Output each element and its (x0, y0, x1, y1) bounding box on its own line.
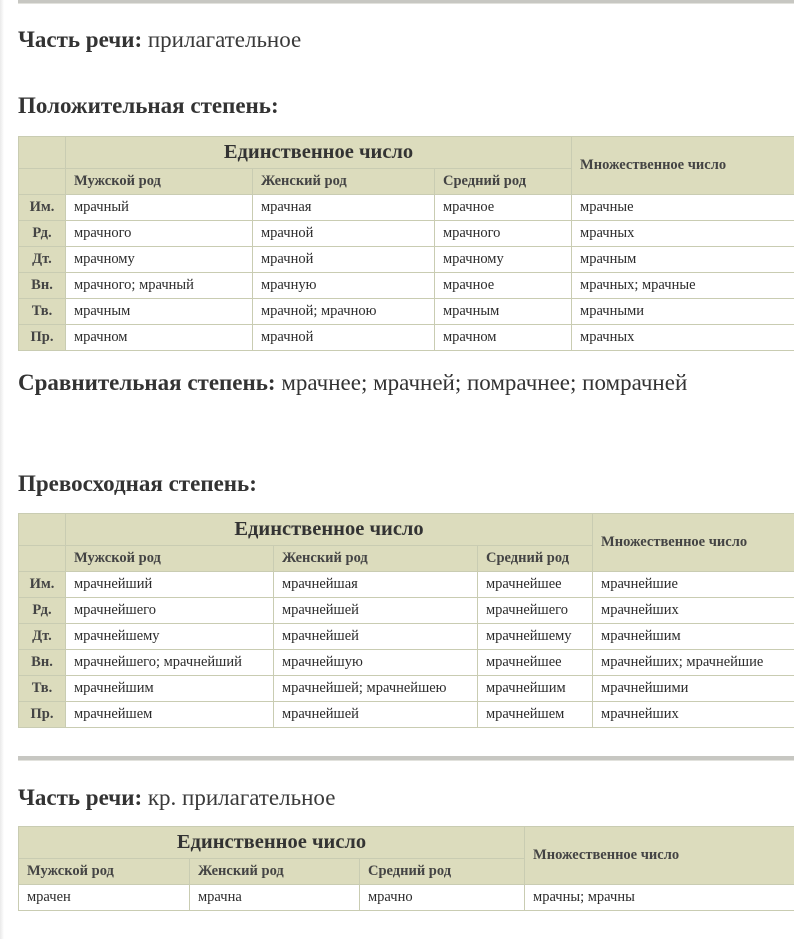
superlative-declension-table (18, 513, 794, 728)
case-label: Рд. (19, 598, 66, 624)
plural-header: Множественное число (593, 514, 794, 572)
feminine-header: Женский род (190, 859, 360, 885)
comparative-label: Сравнительная степень: (18, 370, 276, 395)
masculine-cell: мрачнейшим (66, 676, 274, 702)
masculine-header: Мужской род (66, 169, 253, 195)
feminine-cell: мрачной (253, 325, 435, 351)
masculine-cell: мрачным (66, 299, 253, 325)
positive-declension-table (18, 136, 794, 351)
table-corner (19, 546, 66, 572)
masculine-cell: мрачному (66, 247, 253, 273)
case-label: Тв. (19, 299, 66, 325)
singular-header: Единственное число (66, 514, 593, 546)
feminine-header: Женский род (253, 169, 435, 195)
positive-degree-heading: Положительная степень: (18, 93, 279, 118)
case-label: Пр. (19, 325, 66, 351)
case-label: Вн. (19, 650, 66, 676)
case-label: Им. (19, 195, 66, 221)
case-label: Дт. (19, 624, 66, 650)
singular-header: Единственное число (66, 137, 572, 169)
short-form-table (18, 826, 794, 911)
feminine-header: Женский род (274, 546, 478, 572)
part-of-speech-label: Часть речи: (18, 27, 143, 52)
plural-cell: мрачными (572, 299, 794, 325)
masculine-header: Мужской род (19, 859, 190, 885)
masculine-cell: мрачнейшем (66, 702, 274, 728)
neuter-cell: мрачнейшему (478, 624, 593, 650)
table-row (19, 650, 794, 676)
short-plural-cell: мрачны; мрачны (525, 885, 794, 911)
masculine-cell: мрачнейшего (66, 598, 274, 624)
case-label: Вн. (19, 273, 66, 299)
short-masculine-cell: мрачен (19, 885, 190, 911)
feminine-cell: мрачнейшей; мрачнейшею (274, 676, 478, 702)
table-row (19, 325, 794, 351)
masculine-cell: мрачнейший (66, 572, 274, 598)
table-corner (19, 137, 66, 169)
comparative-degree-line (18, 366, 793, 399)
neuter-cell: мрачном (435, 325, 572, 351)
plural-cell: мрачных (572, 325, 794, 351)
table-row (19, 598, 794, 624)
neuter-cell: мрачному (435, 247, 572, 273)
plural-header: Множественное число (525, 827, 794, 885)
singular-header: Единственное число (19, 827, 525, 859)
feminine-cell: мрачнейшую (274, 650, 478, 676)
table-corner (19, 514, 66, 546)
neuter-cell: мрачное (435, 195, 572, 221)
table-row (19, 572, 794, 598)
plural-cell: мрачнейшие (593, 572, 794, 598)
neuter-cell: мрачнейшего (478, 598, 593, 624)
table-row (19, 273, 794, 299)
table-row (19, 702, 794, 728)
short-neuter-cell: мрачно (360, 885, 525, 911)
neuter-cell: мрачным (435, 299, 572, 325)
masculine-header: Мужской род (66, 546, 274, 572)
table-row (19, 299, 794, 325)
plural-cell: мрачнейших; мрачнейшие (593, 650, 794, 676)
masculine-cell: мрачного; мрачный (66, 273, 253, 299)
part-of-speech-value: кр. прилагательное (147, 785, 336, 810)
masculine-cell: мрачный (66, 195, 253, 221)
short-feminine-cell: мрачна (190, 885, 360, 911)
neuter-header: Средний род (435, 169, 572, 195)
masculine-cell: мрачнейшего; мрачнейший (66, 650, 274, 676)
case-label: Рд. (19, 221, 66, 247)
feminine-cell: мрачную (253, 273, 435, 299)
plural-cell: мрачных (572, 221, 794, 247)
neuter-cell: мрачнейшее (478, 650, 593, 676)
superlative-degree-heading: Превосходная степень: (18, 471, 257, 496)
plural-cell: мрачнейшими (593, 676, 794, 702)
part-of-speech-value: прилагательное (147, 27, 302, 52)
feminine-cell: мрачнейшей (274, 702, 478, 728)
comparative-value: мрачнее; мрачней; помрачнее; помрачней (281, 370, 688, 395)
neuter-cell: мрачного (435, 221, 572, 247)
neuter-cell: мрачнейшем (478, 702, 593, 728)
case-label: Пр. (19, 702, 66, 728)
table-row (19, 624, 794, 650)
table-row (19, 676, 794, 702)
feminine-cell: мрачнейшей (274, 598, 478, 624)
neuter-cell: мрачное (435, 273, 572, 299)
neuter-header: Средний род (478, 546, 593, 572)
plural-cell: мрачнейших (593, 702, 794, 728)
page-edge-shadow (0, 0, 4, 939)
masculine-cell: мрачном (66, 325, 253, 351)
plural-cell: мрачнейшим (593, 624, 794, 650)
section-divider (18, 756, 794, 761)
masculine-cell: мрачнейшему (66, 624, 274, 650)
plural-cell: мрачнейших (593, 598, 794, 624)
part-of-speech-line (18, 27, 301, 53)
short-form-part-of-speech-line (18, 785, 335, 811)
feminine-cell: мрачная (253, 195, 435, 221)
neuter-cell: мрачнейшим (478, 676, 593, 702)
masculine-cell: мрачного (66, 221, 253, 247)
plural-header: Множественное число (572, 137, 794, 195)
feminine-cell: мрачной (253, 221, 435, 247)
feminine-cell: мрачнейшая (274, 572, 478, 598)
plural-cell: мрачных; мрачные (572, 273, 794, 299)
feminine-cell: мрачной (253, 247, 435, 273)
table-corner (19, 169, 66, 195)
neuter-header: Средний род (360, 859, 525, 885)
case-label: Им. (19, 572, 66, 598)
neuter-cell: мрачнейшее (478, 572, 593, 598)
feminine-cell: мрачнейшей (274, 624, 478, 650)
plural-cell: мрачным (572, 247, 794, 273)
plural-cell: мрачные (572, 195, 794, 221)
table-row (19, 247, 794, 273)
top-divider (18, 0, 794, 4)
part-of-speech-label: Часть речи: (18, 785, 143, 810)
table-row (19, 221, 794, 247)
case-label: Тв. (19, 676, 66, 702)
feminine-cell: мрачной; мрачною (253, 299, 435, 325)
case-label: Дт. (19, 247, 66, 273)
table-row (19, 195, 794, 221)
